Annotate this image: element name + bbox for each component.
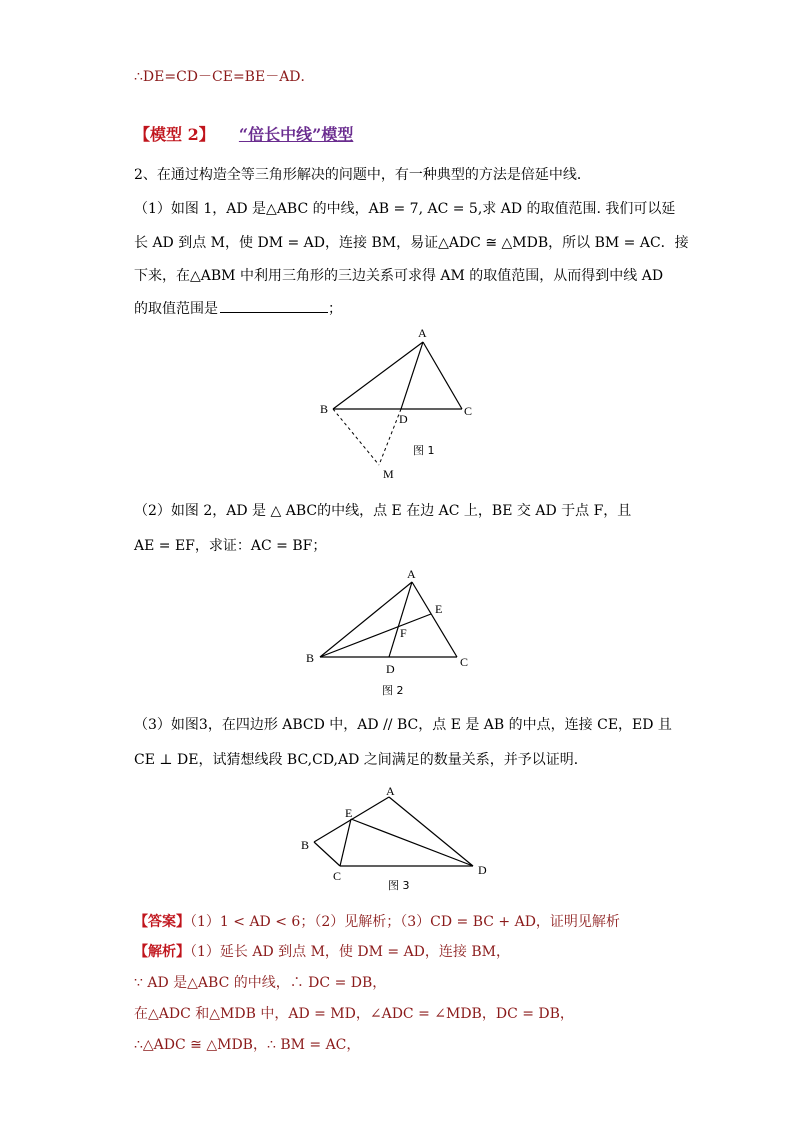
fig2-label-e: E xyxy=(435,602,443,616)
fig1-label-d: D xyxy=(399,412,408,426)
model-bracket-label: 【模型 2】 xyxy=(134,125,215,144)
fig2-label-c: C xyxy=(460,655,469,669)
analysis-line-2: ∵ AD 是△ABC 的中线，∴ DC = DB， xyxy=(134,975,387,991)
fig1-label-c: C xyxy=(464,404,473,418)
fig1-median-ad xyxy=(401,342,423,409)
figure-2 xyxy=(290,565,490,700)
analysis-line-3: 在△ADC 和△MDB 中，AD = MD，∠ADC = ∠MDB，DC = DB， xyxy=(134,1006,574,1022)
fig2-median-ad xyxy=(389,582,412,657)
fig1-dashed-dm xyxy=(379,409,401,465)
model-heading xyxy=(134,122,353,145)
part1-line-1: （1）如图 1，AD 是△ABC 的中线，AB = 7, AC = 5,求 AD 的取值范围. 我们可以延 xyxy=(134,201,676,217)
fig2-edge-ac xyxy=(412,582,457,657)
intro-paragraph: 2、在通过构造全等三角形解决的问题中，有一种典型的方法是倍延中线． xyxy=(134,167,591,183)
fig3-edge-ad xyxy=(389,797,473,866)
figure-3 xyxy=(290,780,500,895)
answer-tag: 【答案】 xyxy=(134,914,190,930)
part3-line-1: （3）如图3，在四边形 ABCD 中，AD // BC，点 E 是 AB 的中点，连接 CE，ED 且 xyxy=(134,717,672,733)
analysis-tag: 【解析】 xyxy=(134,944,190,960)
fig3-label-e: E xyxy=(345,806,353,820)
fig3-label-a: A xyxy=(386,784,395,798)
part1-line-3: 下来，在△ABM 中利用三角形的三边关系可求得 AM 的取值范围，从而得到中线 AD xyxy=(134,268,664,284)
fig1-label-a: A xyxy=(418,326,427,340)
fig3-label-c: C xyxy=(333,869,342,883)
fig1-dashed-bm xyxy=(333,409,379,465)
fig2-segment-be xyxy=(320,614,431,657)
fig3-caption: 图 3 xyxy=(388,879,410,892)
part1-line-4 xyxy=(134,298,342,318)
fig3-edge-bc xyxy=(314,842,340,866)
part2-line-1: （2）如图 2，AD 是 △ ABC的中线，点 E 在边 AC 上，BE 交 AD 于点 F，且 xyxy=(134,503,632,519)
analysis-first-line: （1）延长 AD 到点 M，使 DM = AD，连接 BM， xyxy=(190,944,510,960)
analysis-line-4: ∴△ADC ≅ △MDB，∴ BM = AC， xyxy=(134,1037,361,1053)
figure-1 xyxy=(300,322,500,486)
part3-line-2: CE ⊥ DE，试猜想线段 BC,CD,AD 之间满足的数量关系，并予以证明． xyxy=(134,752,588,768)
fig2-label-f: F xyxy=(400,626,407,640)
top-conclusion: ∴DE=CD－CE=BE－AD． xyxy=(134,69,315,85)
fig2-label-a: A xyxy=(407,567,416,581)
model-title: “倍长中线”模型 xyxy=(238,125,354,144)
fig2-label-d: D xyxy=(386,662,395,676)
analysis-line-1 xyxy=(134,941,510,961)
part2-line-2: AE = EF，求证：AC = BF； xyxy=(134,538,327,554)
fig1-edge-ab xyxy=(333,342,423,409)
fig1-label-b: B xyxy=(320,402,329,416)
part1-line-2: 长 AD 到点 M，使 DM = AD，连接 BM，易证△ADC ≅ △MDB，所以 BM = AC．接 xyxy=(134,235,689,251)
fig1-label-m: M xyxy=(383,467,394,481)
fig1-caption: 图 1 xyxy=(413,444,435,457)
fig2-label-b: B xyxy=(306,651,315,665)
part1-last-suffix: ； xyxy=(328,301,342,317)
answer-line xyxy=(134,911,620,931)
fig1-edge-ac xyxy=(423,342,462,409)
answer-text: （1）1 < AD < 6；（2）见解析；（3）CD = BC + AD，证明见解析 xyxy=(190,914,620,930)
answer-blank xyxy=(220,300,328,313)
part1-last-prefix: 的取值范围是 xyxy=(134,301,218,317)
fig2-edge-ab xyxy=(320,582,412,657)
fig3-segment-ed xyxy=(351,819,473,866)
fig2-caption: 图 2 xyxy=(382,684,404,697)
fig3-label-b: B xyxy=(301,838,310,852)
fig3-label-d: D xyxy=(478,863,487,877)
